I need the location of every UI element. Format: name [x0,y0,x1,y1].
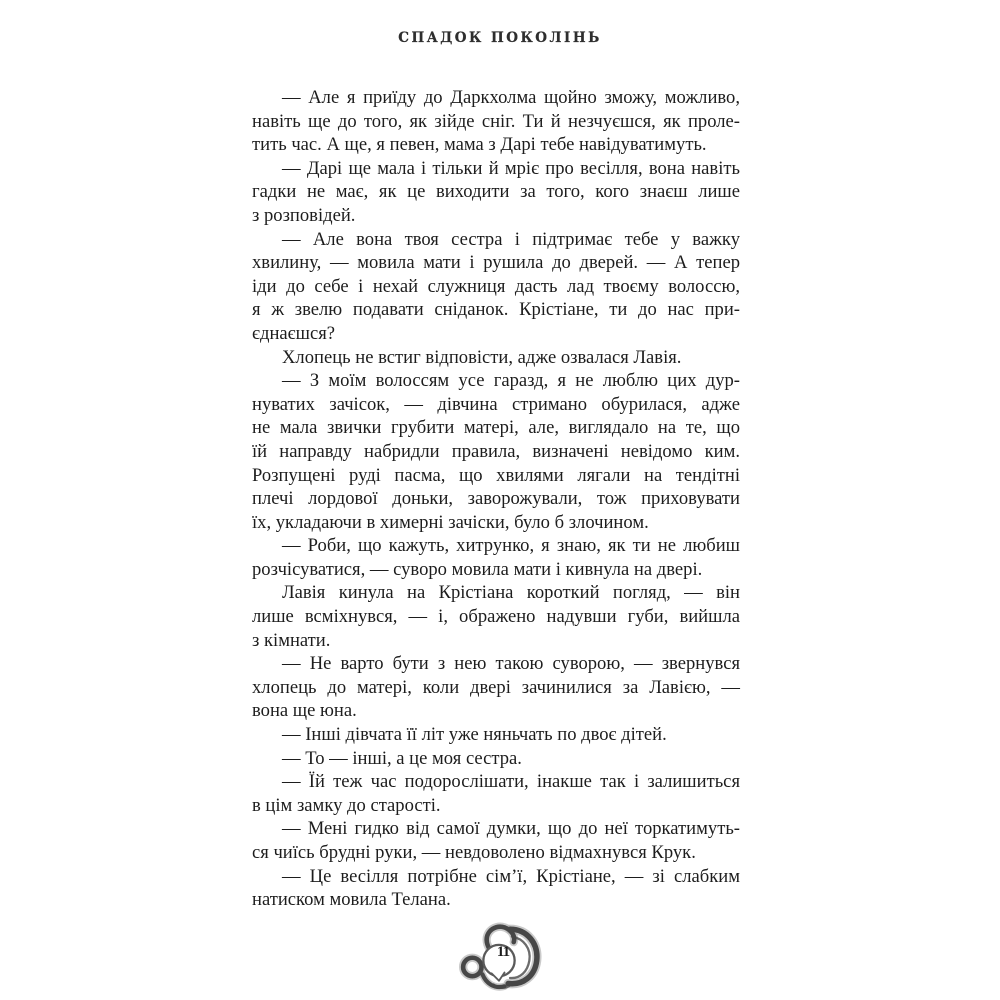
page-number: 11 [496,944,510,960]
text-line: хлопець до матері, коли двері зачинилися за Лавією, — [252,676,740,698]
text-line: — Але я приїду до Даркхолма щойно зможу, можливо, [282,87,740,108]
text-line: ся чиїсь брудні руки, — невдоволено відмахнувся Крук. [252,842,696,863]
paragraph [252,534,740,581]
text-line: навіть ще до того, як зійде сніг. Ти й незчуєшся, як проле- [252,110,740,132]
page-footer-ornament [453,918,545,992]
text-line: з розповідей. [252,204,356,226]
text-line: — Інші дівчата її літ уже няньчать по двоє дітей. [282,724,667,746]
paragraph [252,369,740,534]
text-line: вона ще юна. [252,700,357,722]
paragraph [252,581,740,652]
text-line: — Не варто бути з нею такою суворою, — звернувся [282,653,740,675]
text-line: натиском мовила Телана. [252,889,451,911]
text-line: тить час. А ще, я певен, мама з Дарі тебе навідуватимуть. [252,134,707,156]
paragraph [252,86,740,157]
text-line: — Але вона твоя сестра і підтримає тебе у важку [282,228,740,250]
paragraph [252,747,740,771]
text-line: — Дарі ще мала і тільки й мріє про весілля, вона навіть [282,157,740,179]
paragraph [252,770,740,817]
text-line: гадки не має, як це виходити за того, кого знаєш лише [252,181,740,203]
body-text [252,86,740,912]
text-line: — Їй теж час подорослішати, інакше так і залишиться [282,771,740,793]
paragraph [252,652,740,723]
text-line: — Роби, що кажуть, хитрунко, я знаю, як ти не любиш [282,535,740,557]
text-line: я ж звелю подавати сніданок. Крістіане, ти до нас при- [252,299,740,321]
text-line: — Мені гидко від самої думки, що до неї торкатимуть- [282,818,740,840]
text-line: їх, укладаючи в химерні зачіски, було б злочином. [252,511,649,533]
text-line: плечі лордової доньки, заворожували, тож приховувати [252,488,740,510]
text-line: Хлопець не встиг відповісти, адже озвалася Лавія. [282,346,682,368]
paragraph [252,346,740,370]
text-line: — То — інші, а це моя сестра. [282,747,522,769]
text-line: розчісуватися, — суворо мовила мати і кивнула на двері. [252,558,703,580]
paragraph [252,865,740,912]
text-line: лише всміхнувся, — і, ображено надувши губи, вийшла [252,606,740,628]
text-line: нуватих зачісок, — дівчина стримано обурилася, адже [252,393,740,415]
text-line: іди до себе і нехай служниця дасть лад твоєму волоссю, [252,275,740,297]
paragraph [252,157,740,228]
text-line: хвилину, — мовила мати і рушила до дверей. — А тепер [252,252,740,274]
running-header: СПАДОК ПОКОЛІНЬ [398,30,602,46]
text-line: — З моїм волоссям усе гаразд, я не люблю цих дур- [282,370,740,392]
paragraph [252,817,740,864]
text-line: єднаєшся? [252,322,336,344]
text-line: Розпущені руді пасма, що хвилями лягали на тендітні [252,464,740,486]
text-line: з кімнати. [252,629,331,651]
text-line: не мала звички грубити матері, але, виглядало на те, що [252,417,740,439]
paragraph [252,723,740,747]
text-line: їй направду набридли правила, визначені невідомо ким. [252,440,740,462]
text-line: Лавія кинула на Крістіана короткий погляд, — він [282,582,740,604]
text-line: в цім замку до старості. [252,794,441,816]
paragraph [252,228,740,346]
text-line: — Це весілля потрібне сім’ї, Крістіане, — зі слабким [282,865,740,887]
